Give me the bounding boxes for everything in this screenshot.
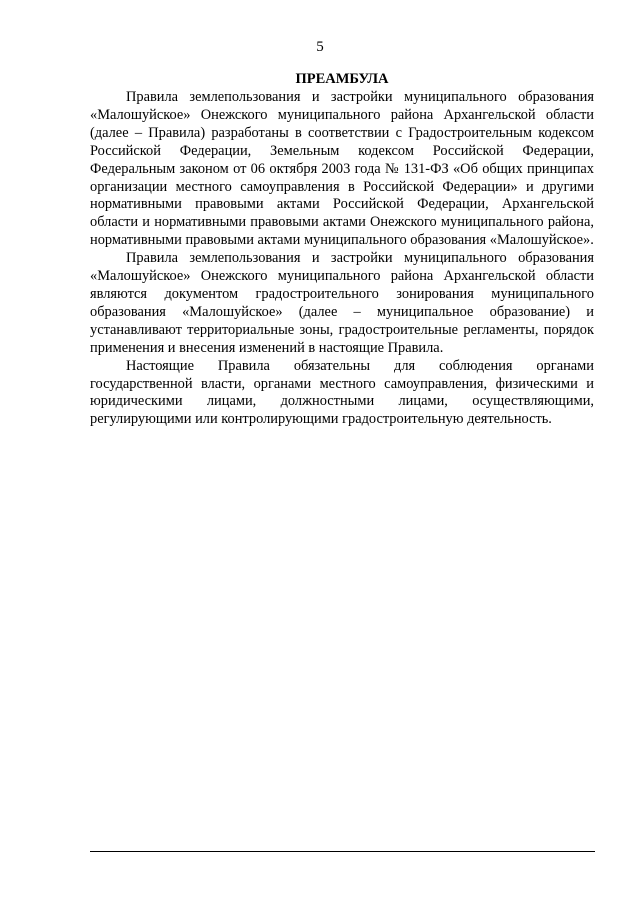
page-number: 5 [316,39,324,55]
document-body [90,89,594,429]
paragraph: Настоящие Правила обязательны для соблюдения органами государственной власти, органами местного самоуправления, физическими и юридическими лицами, должностными лицами, осуществляющими, регулирующими или контролирующими градостроительную деятельность. [90,357,594,428]
paragraph: Правила землепользования и застройки муниципального образования «Малошуйское» Онежского муниципального района Архангельской области являются документом градостроительного зонирования муниципального образования «Малошуйское» (далее – муниципальное образование) и устанавливают территориальные зоны, градостроительные регламенты, порядок применения и внесения изменений в настоящие Правила. [90,250,594,356]
paragraph: Правила землепользования и застройки муниципального образования «Малошуйское» Онежского муниципального района Архангельской области (далее – Правила) разработаны в соответствии с Градостроительным кодексом Российской Федерации, Земельным кодексом Российской Федерации, Федеральным законом от 06 октября 2003 года № 131-ФЗ «Об общих принципах организации местного самоуправления в Российской Федерации» и другими нормативными правовыми актами Российской Федерации, Архангельской области и нормативными правовыми актами Онежского муниципального района, нормативными правовыми актами муниципального образования «Малошуйское». [90,89,594,249]
footer-divider [90,851,595,852]
section-title: ПРЕАМБУЛА [295,71,389,87]
